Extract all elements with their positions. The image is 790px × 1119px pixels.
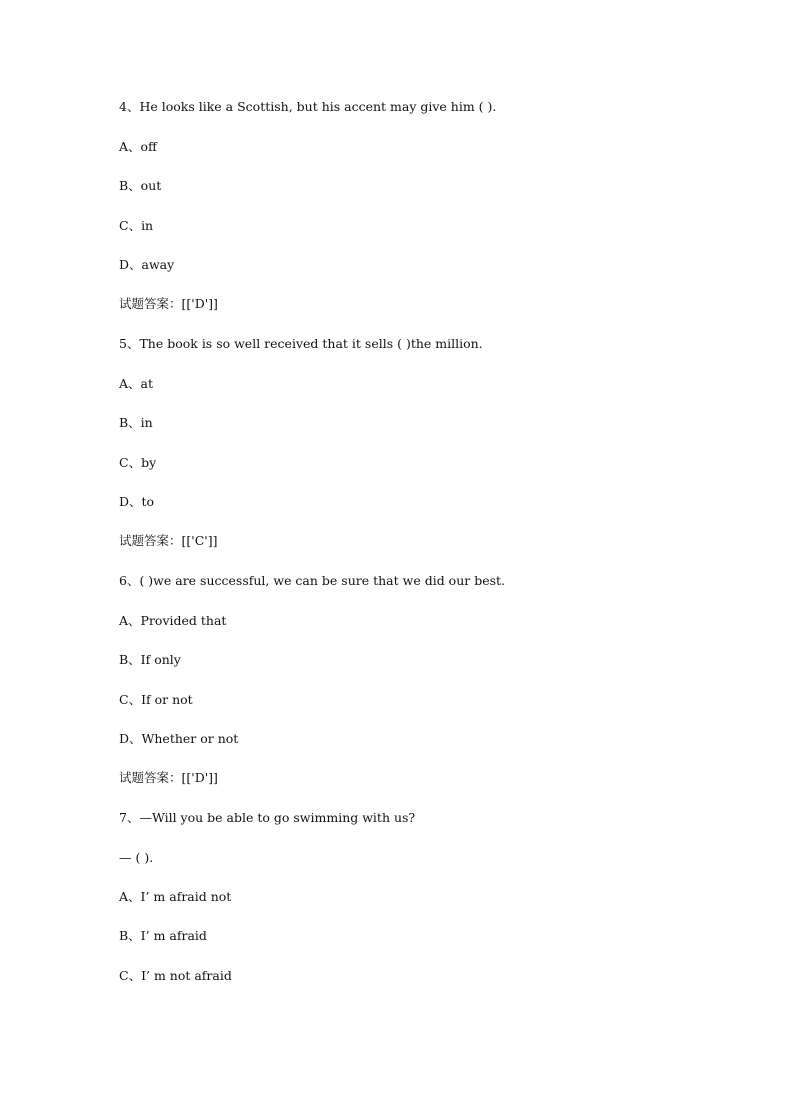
question-4-option-d: D、away [119,257,175,272]
question-4-option-c: C、in [119,218,154,233]
question-6-option-d: D、Whether or not [119,731,239,746]
question-4-answer: 试题答案：[['D']] [119,296,218,311]
question-6-option-a: A、Provided that [119,613,227,628]
question-4-option-b: B、out [119,178,162,193]
question-4-stem: 4、He looks like a Scottish, but his accent may give him ( ). [119,99,497,114]
question-5-answer: 试题答案：[['C']] [119,533,218,548]
question-6-stem: 6、( )we are successful, we can be sure that we did our best. [119,573,505,588]
question-5-option-a: A、at [119,376,154,391]
question-5-stem: 5、The book is so well received that it sells ( )the million. [119,336,483,351]
question-7-option-b: B、I’ m afraid [119,928,207,943]
question-7-option-c: C、I’ m not afraid [119,968,232,983]
question-7-stem: 7、—Will you be able to go swimming with us? [119,810,416,825]
question-6-option-c: C、If or not [119,692,193,707]
question-5-option-b: B、in [119,415,153,430]
question-6-answer: 试题答案：[['D']] [119,770,218,785]
question-5-option-d: D、to [119,494,155,509]
question-4-option-a: A、off [119,139,157,154]
question-5-option-c: C、by [119,455,157,470]
question-7-response: — ( ). [119,850,154,865]
question-6-option-b: B、If only [119,652,181,667]
question-7-option-a: A、I’ m afraid not [119,889,232,904]
